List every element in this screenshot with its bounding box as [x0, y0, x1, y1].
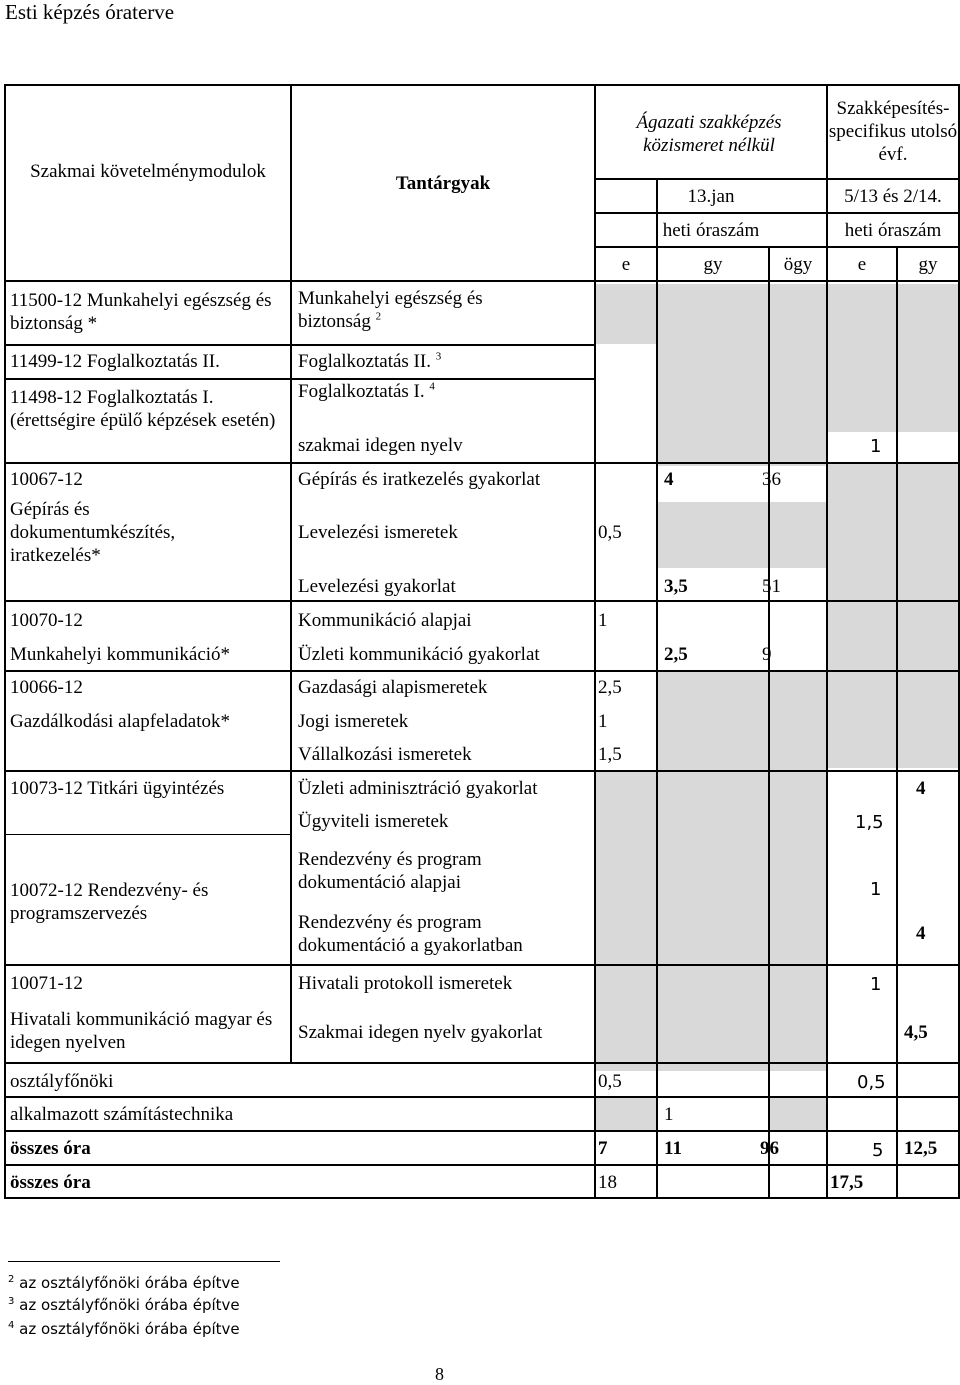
- subject-szakmai-idegen-nyelv: szakmai idegen nyelv: [298, 435, 463, 456]
- shade-gazd: [656, 672, 826, 772]
- col-e2: e: [857, 254, 867, 275]
- subject-rendezveny-gyakorlat: Rendezvény és program dokumentáció a gyakorlatban: [298, 912, 523, 956]
- subject-rendezveny-alapjai: Rendezvény és program dokumentáció alapjai: [298, 849, 482, 893]
- row-szamtech-label: alkalmazott számítástechnika: [10, 1104, 234, 1125]
- row-osztalyfonoki-label: osztályfőnöki: [10, 1071, 114, 1092]
- shade-lev: [656, 502, 826, 568]
- row-total1-gy2: 12,5: [904, 1138, 938, 1159]
- footnote-3: $^3$ az osztályfőnöki órába építve: [8, 1296, 240, 1314]
- value-idegen-e2: 1: [870, 436, 882, 457]
- shade-left-low: [594, 771, 826, 1071]
- col-gy1: gy: [703, 254, 723, 275]
- value-ugyv-e2: 1,5: [855, 812, 884, 833]
- shade-right-top: [826, 284, 958, 432]
- shade-e1-head: [594, 284, 656, 344]
- module-10067-name: Gépírás és dokumentumkészítés, iratkezelés*: [10, 499, 176, 566]
- header-group2-title: Szakképesítés-specifikus utolsó évf.: [828, 98, 958, 165]
- module-10073: 10073-12 Titkári ügyintézés: [10, 778, 225, 799]
- subject-gepiras: Gépírás és iratkezelés gyakorlat: [298, 469, 541, 490]
- shade-gy1-top: [656, 284, 768, 466]
- value-uzleti-gy1: 2,5: [664, 644, 688, 665]
- row-total1-e2: 5: [872, 1140, 884, 1161]
- subject-szakmai-idegen-nyelv-gyakorlat: Szakmai idegen nyelv gyakorlat: [298, 1022, 543, 1043]
- subject-gazdasagi-alapismeretek: Gazdasági alapismeretek: [298, 677, 488, 698]
- row-osztalyfonoki-e1: 0,5: [598, 1071, 622, 1092]
- module-10071-code: 10071-12: [10, 973, 83, 994]
- module-11500: 11500-12 Munkahelyi egészség és biztonság *: [10, 290, 272, 334]
- col-ogy: ögy: [783, 254, 813, 275]
- subject-vallalkozasi-ismeretek: Vállalkozási ismeretek: [298, 744, 472, 765]
- value-jog-e1: 1: [598, 711, 608, 732]
- module-10067-code: 10067-12: [10, 469, 83, 490]
- header-subjects: Tantárgyak: [395, 173, 491, 194]
- page-number: 8: [435, 1364, 444, 1384]
- value-prot-e2: 1: [870, 974, 882, 995]
- subject-levelezesi-ismeretek: Levelezési ismeretek: [298, 522, 458, 543]
- header-weekly-hours-2: heti óraszám: [844, 220, 942, 241]
- subject-ugyviteli-ismeretek: Ügyviteli ismeretek: [298, 811, 449, 832]
- col-e1: e: [621, 254, 631, 275]
- subject-jogi-ismeretek: Jogi ismeretek: [298, 711, 409, 732]
- row-total1-gy1: 11: [664, 1138, 682, 1159]
- shade-right-mid: [826, 462, 958, 768]
- value-rend1-e2: 1: [870, 879, 882, 900]
- table-bottom-border: [4, 1197, 960, 1199]
- module-10070-name: Munkahelyi kommunikáció*: [10, 644, 231, 665]
- header-weekly-hours-1: heti óraszám: [662, 220, 760, 241]
- table-top-border: [4, 84, 960, 86]
- value-lev-ism-e1: 0,5: [598, 522, 622, 543]
- value-lev-gy-ogy: 51: [762, 576, 781, 597]
- module-10066-code: 10066-12: [10, 677, 83, 698]
- module-10070-code: 10070-12: [10, 610, 83, 631]
- value-uzleti-ogy: 9: [762, 644, 772, 665]
- module-10066-name: Gazdálkodási alapfeladatok*: [10, 711, 230, 732]
- value-lev-gy-gy1: 3,5: [664, 576, 688, 597]
- subject-uzleti-kommunikacio: Üzleti kommunikáció gyakorlat: [298, 644, 540, 665]
- subject-levelezesi-gyakorlat: Levelezési gyakorlat: [298, 576, 456, 597]
- value-komm-e1: 1: [598, 610, 608, 631]
- footnote-2: $^2$ az osztályfőnöki órába építve: [8, 1274, 240, 1292]
- shade-szamtech: [594, 1096, 656, 1130]
- row-total2-e1: 18: [598, 1172, 617, 1193]
- value-admin-gy2: 4: [916, 778, 926, 799]
- value-gepiras-ogy: 36: [762, 469, 781, 490]
- row-total1-ogy: 96: [760, 1138, 779, 1159]
- shade-ogy-top: [768, 284, 826, 466]
- module-10072: 10072-12 Rendezvény- és programszervezés: [10, 880, 209, 924]
- row-total2-e2: 17,5: [830, 1172, 864, 1193]
- table-left-border: [4, 84, 6, 1199]
- col-gy2: gy: [918, 254, 938, 275]
- shade-szamtech-ogy: [768, 1096, 826, 1130]
- header-group1-title: Ágazati szakképzés közismeret nélkül: [636, 112, 782, 156]
- subject-foglalkoztatas-2: Foglalkoztatás II. $^3$: [298, 350, 442, 372]
- subject-hivatali-protokoll: Hivatali protokoll ismeretek: [298, 973, 513, 994]
- value-gazd-e1: 2,5: [598, 677, 622, 698]
- value-szid-gy2: 4,5: [904, 1022, 928, 1043]
- module-10071-name: Hivatali kommunikáció magyar és idegen nyelven: [10, 1009, 273, 1053]
- module-11499: 11499-12 Foglalkoztatás II.: [10, 351, 220, 372]
- header-modules: Szakmai követelménymodulok: [30, 161, 266, 182]
- subject-uzleti-adminisztracio: Üzleti adminisztráció gyakorlat: [298, 778, 538, 799]
- subject-foglalkoztatas-1: Foglalkoztatás I. $^4$: [298, 380, 435, 402]
- page-title: Esti képzés óraterve: [5, 0, 175, 24]
- subject-munkahelyi-egeszseg: Munkahelyi egészség és biztonság $^2$: [298, 288, 483, 332]
- value-vall-e1: 1,5: [598, 744, 622, 765]
- header-group1-years: 13.jan: [687, 186, 735, 207]
- module-11498: 11498-12 Foglalkoztatás I. (érettségire épülő képzések esetén): [10, 387, 276, 431]
- footnote-separator: [8, 1261, 280, 1262]
- row-szamtech-gy1: 1: [664, 1104, 674, 1125]
- value-gepiras-gy1: 4: [664, 469, 674, 490]
- subject-kommunikacio-alapjai: Kommunikáció alapjai: [298, 610, 472, 631]
- row-osztalyfonoki-e2: 0,5: [857, 1072, 886, 1093]
- value-rend2-gy2: 4: [916, 923, 926, 944]
- row-total1-label: összes óra: [10, 1138, 91, 1159]
- row-total1-e1: 7: [598, 1138, 608, 1159]
- row-total2-label: összes óra: [10, 1172, 91, 1193]
- footnote-4: $^4$ az osztályfőnöki órába építve: [8, 1320, 240, 1338]
- header-group2-years: 5/13 és 2/14.: [844, 186, 942, 207]
